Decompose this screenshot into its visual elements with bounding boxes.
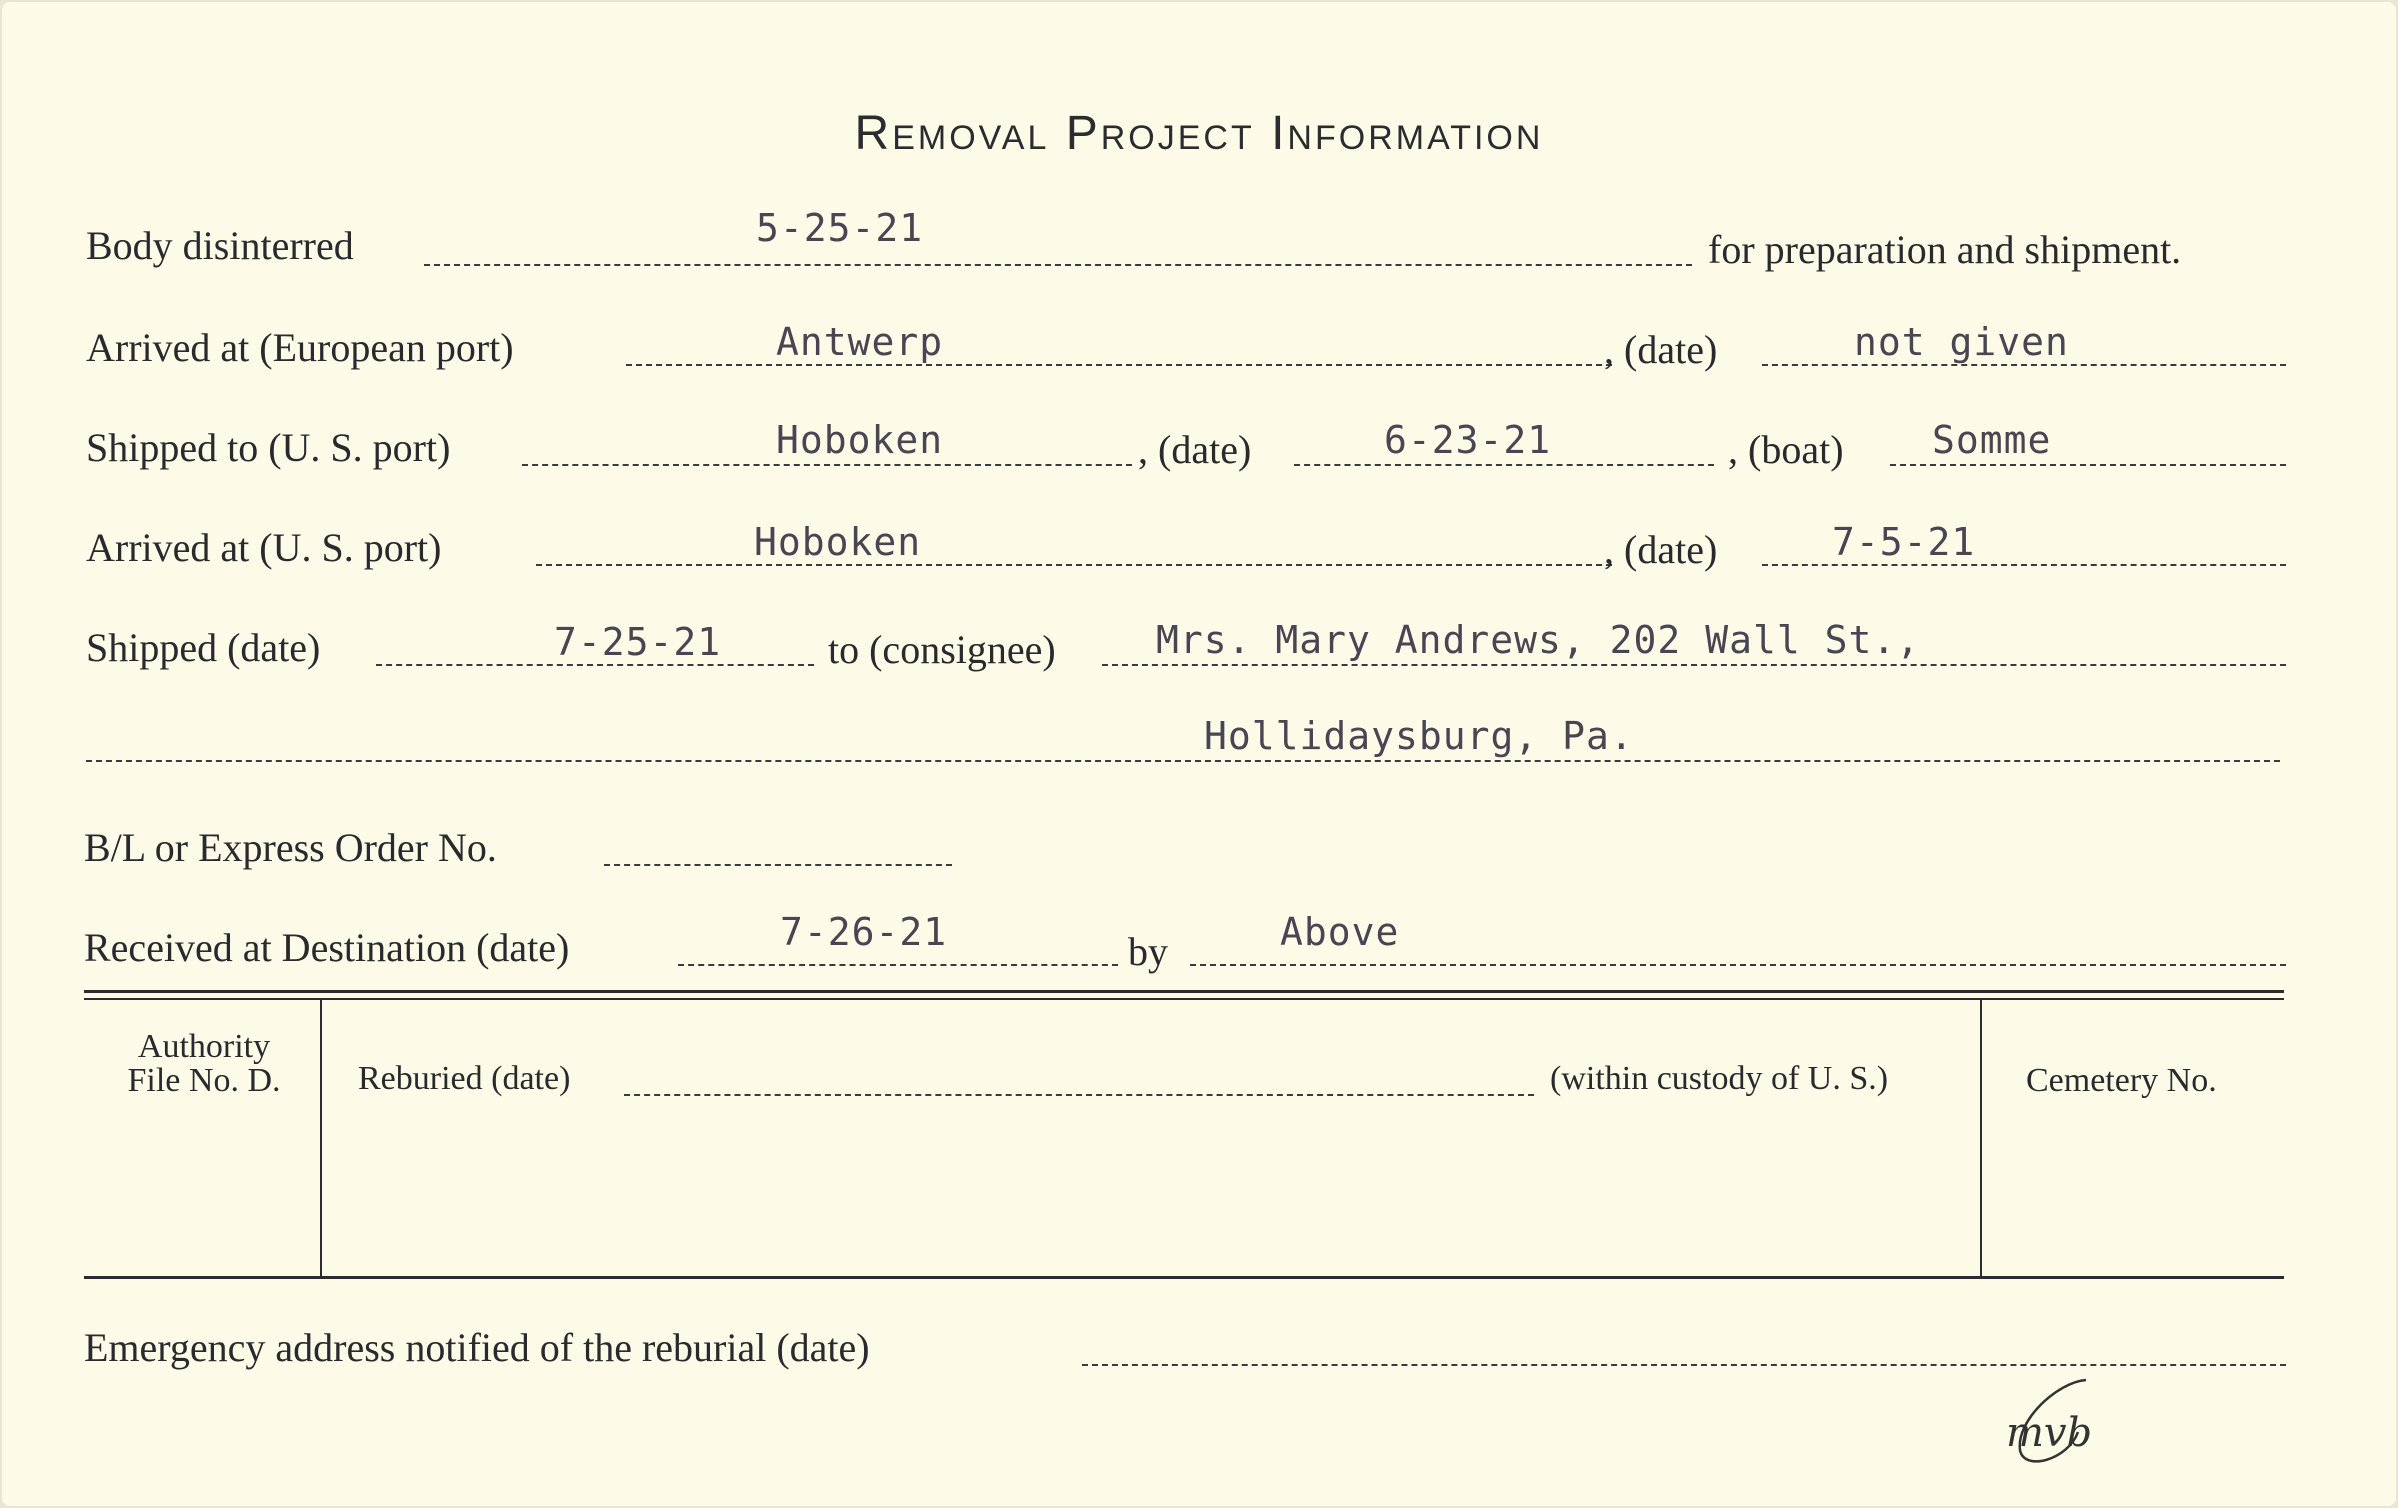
shipped-date-line [376, 664, 814, 666]
consignee-line1: Mrs. Mary Andrews, 202 Wall St., [1156, 618, 1921, 662]
shipped-us-date-label: , (date) [1138, 427, 1252, 472]
shipped-us-boat-line [1890, 464, 2286, 466]
shipped-date: 7-25-21 [554, 620, 722, 664]
body-disinterred-suffix: for preparation and shipment. [1708, 227, 2182, 272]
cemetery-no-label: Cemetery No. [2026, 1062, 2217, 1099]
arrived-us-port: Hoboken [754, 520, 922, 564]
arrived-us-label: Arrived at (U. S. port) [86, 525, 442, 570]
authority-label-line2: File No. D. [127, 1062, 281, 1099]
reburied-label: Reburied (date) [358, 1060, 571, 1097]
shipped-us-date: 6-23-21 [1384, 418, 1552, 462]
arrived-us-port-line [536, 564, 1612, 566]
received-date-line [678, 964, 1118, 966]
received-label: Received at Destination (date) [84, 925, 570, 970]
shipped-us-port: Hoboken [776, 418, 944, 462]
arrived-us-date-label: , (date) [1604, 527, 1718, 572]
bl-label: B/L or Express Order No. [84, 825, 497, 870]
arrived-eu-label: Arrived at (European port) [86, 325, 514, 370]
card-title: Removal Project Information [854, 107, 1544, 160]
arrived-eu-port-line [626, 364, 1612, 366]
received-by-label: by [1128, 929, 1168, 974]
reburied-line [624, 1094, 1534, 1096]
received-date: 7-26-21 [780, 910, 948, 954]
consignee-continuation-line [86, 760, 2280, 762]
arrived-us-date: 7-5-21 [1832, 520, 1976, 564]
received-by-line [1190, 964, 2286, 966]
received-by: Above [1280, 910, 1400, 954]
initials-text: mvb [2006, 1410, 2093, 1456]
table-divider-right [1980, 1000, 1982, 1276]
arrived-eu-port: Antwerp [776, 320, 944, 364]
arrived-eu-date: not given [1854, 320, 2069, 364]
arrived-us-date-line [1762, 564, 2286, 566]
emergency-label: Emergency address notified of the reburial (date) [84, 1325, 870, 1370]
shipped-us-boat-label: , (boat) [1728, 427, 1844, 472]
body-disinterred-line [424, 264, 1692, 266]
shipped-us-boat: Somme [1932, 418, 2052, 462]
table-divider-left [320, 1000, 322, 1276]
consignee-line2: Hollidaysburg, Pa. [1204, 714, 1634, 758]
shipped-us-port-line [522, 464, 1132, 466]
body-disinterred-value: 5-25-21 [756, 206, 924, 250]
emergency-line [1082, 1364, 2286, 1366]
consignee-line [1102, 664, 2286, 666]
consignee-label: to (consignee) [828, 627, 1056, 672]
shipped-date-label: Shipped (date) [86, 625, 321, 670]
shipped-us-label: Shipped to (U. S. port) [86, 425, 451, 470]
bl-line [604, 864, 952, 866]
table-top-rule-2 [84, 998, 2284, 1000]
table-bottom-rule [84, 1276, 2284, 1279]
shipped-us-date-line [1294, 464, 1714, 466]
arrived-eu-date-label: , (date) [1604, 327, 1718, 372]
authority-label-line1: Authority [137, 1028, 271, 1065]
custody-label: (within custody of U. S.) [1550, 1060, 1889, 1097]
table-top-rule-1 [84, 990, 2284, 993]
body-disinterred-label: Body disinterred [86, 223, 354, 268]
arrived-eu-date-line [1762, 364, 2286, 366]
